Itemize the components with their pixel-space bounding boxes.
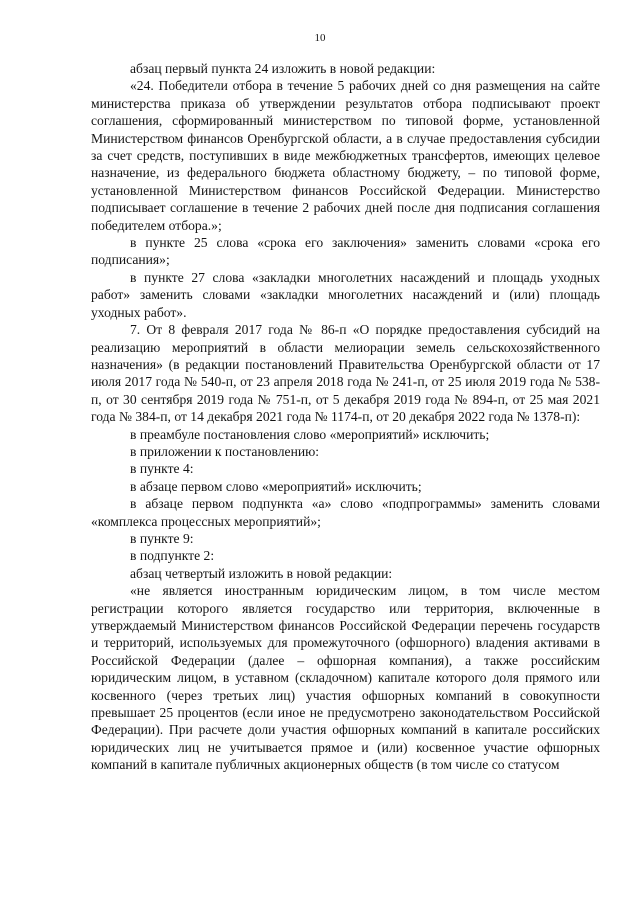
paragraph-clause-24: «24. Победители отбора в течение 5 рабочих дней со дня размещения на сайте министерства приказа об утверждении результатов отбора подписывают проект соглашения, сформированный министерством по типовой форме, установленной Министерством финансов Оренбургской области, а в случае предоставления субсидии за счет средств, поступивших в виде межбюджетных трансфертов, имеющих целевое назначение, из федерального бюджета областному бюджету, – по типовой форме, установленной Министерством финансов Российской Федерации. Министерство подписывает соглашение в течение 2 рабочих дней после дня подписания соглашения победителем отбора.»;: [91, 78, 600, 233]
page-number: 10: [314, 32, 326, 44]
paragraph-clause-27: в пункте 27 слова «закладки многолетних насаждений и площадь уходных работ» заменить словами «закладки многолетних насаждений и (или) площадь уходных работ».: [91, 269, 600, 320]
paragraph-appendix: в приложении к постановлению:: [130, 443, 320, 459]
paragraph-preamble: в преамбуле постановления слово «мероприятий» исключить;: [130, 426, 490, 442]
document-body: [91, 60, 600, 774]
paragraph-first-abzac: в абзаце первом слово «мероприятий» исключить;: [130, 478, 422, 494]
paragraph-amend-24-intro: абзац первый пункта 24 изложить в новой редакции:: [130, 61, 436, 76]
paragraph-point-4: в пункте 4:: [130, 461, 194, 477]
paragraph-item-7: 7. От 8 февраля 2017 года № 86-п «О порядке предоставления субсидий на реализацию мероприятий в области мелиорации земель сельскохозяйственного назначения» (в редакции постановлений Правительства Оренбургской области от 17 июля 2017 года № 540-п, от 23 апреля 2018 года № 241-п, от 25 июля 2019 года № 538-п, от 30 сентября 2019 года № 751-п, от 5 декабря 2019 года № 894-п, от 25 мая 2021 года № 384-п, от 14 декабря 2021 года № 1174-п, от 20 декабря 2022 года № 1378-п):: [91, 322, 600, 425]
paragraph-fourth-abzac: абзац четвертый изложить в новой редакции:: [130, 565, 393, 581]
paragraph-subpoint-a: в абзаце первом подпункта «а» слово «подпрограммы» заменить словами «комплекса процессных мероприятий»;: [91, 496, 600, 529]
paragraph-point-9: в пункте 9:: [130, 530, 194, 546]
paragraph-clause-25: в пункте 25 слова «срока его заключения» заменить словами «срока его подписания»;: [91, 235, 600, 268]
paragraph-subpoint-2: в подпункте 2:: [130, 548, 215, 564]
paragraph-offshore: «не является иностранным юридическим лицом, в том числе местом регистрации которого является государство или территория, включенные в утверждаемый Министерством финансов Российской Федерации перечень государств и территорий, используемых для промежуточного (офшорного) владения активами в Российской Федерации (далее – офшорная компания), а также российским юридическим лицом, в уставном (складочном) капитале которого доля прямого или косвенного (через третьих лиц) участия офшорных компаний в совокупности превышает 25 процентов (если иное не предусмотрено законодательством Российской Федерации). При расчете доли участия офшорных компаний в капитале российских юридических лиц не учитывается прямое и (или) косвенное участие офшорных компаний в капитале публичных акционерных обществ (в том числе со статусом: [91, 583, 600, 773]
